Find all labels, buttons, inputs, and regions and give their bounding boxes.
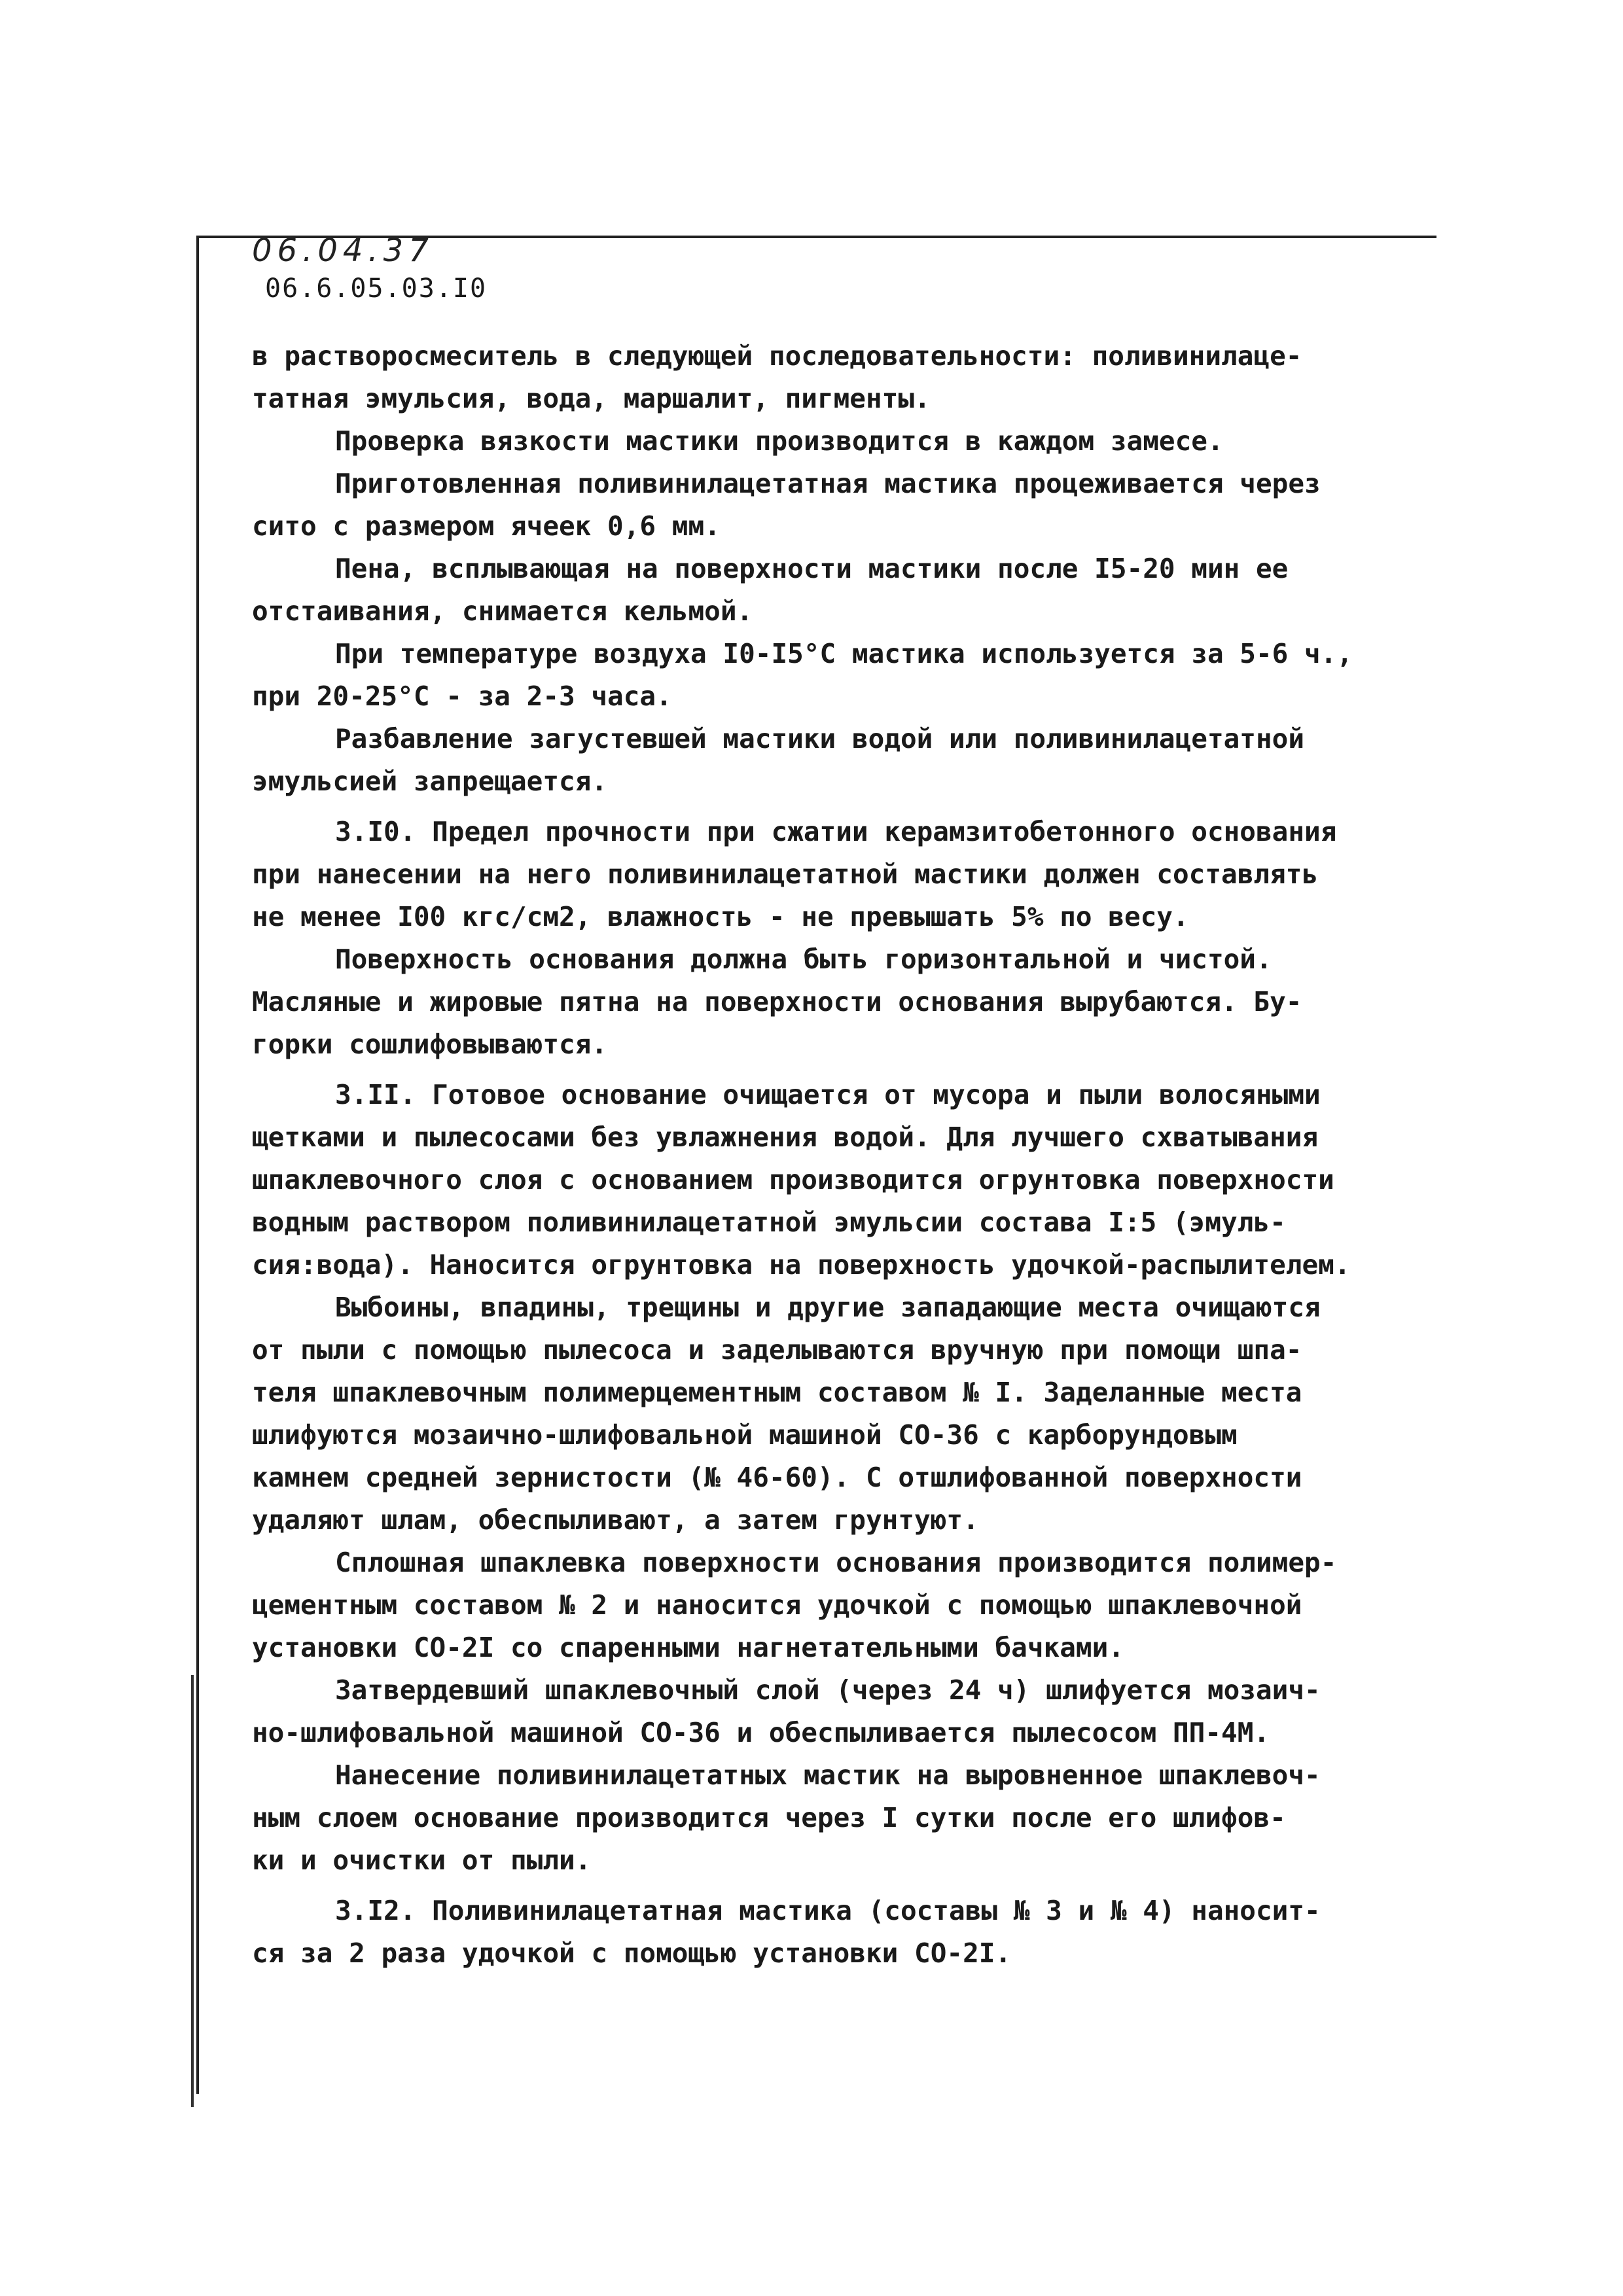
body-line: Сплошная шпаклевка поверхности основания производится полимер- — [335, 1547, 1337, 1578]
body-line: ным слоем основание производится через I сутки после его шлифов- — [252, 1802, 1286, 1833]
body-line: ки и очистки от пыли. — [252, 1845, 592, 1876]
body-line: отстаивания, снимается кельмой. — [252, 595, 753, 627]
page-frame-left-rule-lower — [191, 1675, 194, 2107]
section-3-10-heading-line: 3.I0. Предел прочности при сжатии керамзитобетонного основания — [335, 816, 1337, 847]
body-line: водным раствором поливинилацетатной эмульсии состава I:5 (эмуль- — [252, 1207, 1286, 1238]
body-line: Проверка вязкости мастики производится в каждом замесе. — [335, 425, 1224, 457]
body-line: от пыли с помощью пылесоса и заделываются вручную при помощи шпа- — [252, 1334, 1302, 1366]
body-line: установки СО-2I со спаренными нагнетательными бачками. — [252, 1632, 1124, 1663]
body-line: Выбоины, впадины, трещины и другие западающие места очищаются — [335, 1292, 1321, 1323]
body-line: камнем средней зернистости (№ 46-60). С отшлифованной поверхности — [252, 1462, 1302, 1493]
body-line: при 20-25°С - за 2-3 часа. — [252, 680, 672, 712]
body-line: шлифуются мозаично-шлифовальной машиной СО-36 с карборундовым — [252, 1419, 1238, 1451]
body-line: Пена, всплывающая на поверхности мастики после I5-20 мин ее — [335, 553, 1289, 584]
body-line: при нанесении на него поливинилацетатной мастики должен составлять — [252, 858, 1319, 890]
document-body — [252, 335, 1436, 1975]
body-line: Затвердевший шпаклевочный слой (через 24 ч) шлифуется мозаич- — [335, 1674, 1321, 1706]
body-line: но-шлифовальной машиной СО-36 и обеспыливается пылесосом ПП-4М. — [252, 1717, 1270, 1748]
handwritten-code: 06.04.37 — [252, 232, 434, 269]
body-line: горки сошлифовываются. — [252, 1029, 608, 1060]
body-line: теля шпаклевочным полимерцементным составом № I. Заделанные места — [252, 1377, 1302, 1408]
page-frame-left-rule — [196, 236, 199, 2094]
body-line: Поверхность основания должна быть горизонтальной и чистой. — [335, 944, 1272, 975]
body-line: Разбавление загустевшей мастики водой или поливинилацетатной — [335, 723, 1305, 754]
body-line: цементным составом № 2 и наносится удочкой с помощью шпаклевочной — [252, 1589, 1302, 1621]
body-line: Нанесение поливинилацетатных мастик на выровненное шпаклевоч- — [335, 1759, 1321, 1791]
body-line: При температуре воздуха I0-I5°С мастика используется за 5-6 ч., — [335, 638, 1353, 669]
body-line: Масляные и жировые пятна на поверхности основания вырубаются. Бу- — [252, 986, 1302, 1017]
body-line: эмульсией запрещается. — [252, 766, 608, 797]
section-3-11-heading-line: 3.II. Готовое основание очищается от мусора и пыли волосяными — [335, 1079, 1321, 1110]
body-line: ся за 2 раза удочкой с помощью установки СО-2I. — [252, 1937, 1012, 1969]
body-line: сия:вода). Наносится огрунтовка на поверхность удочкой-распылителем. — [252, 1249, 1351, 1280]
body-line: Приготовленная поливинилацетатная мастика процеживается через — [335, 468, 1321, 499]
body-line: не менее I00 кгс/см2, влажность - не превышать 5% по весу. — [252, 901, 1189, 932]
body-line: удаляют шлам, обеспыливают, а затем грунтуют. — [252, 1504, 979, 1536]
document-code: 06.6.05.03.I0 — [265, 274, 488, 304]
body-line: щетками и пылесосами без увлажнения водой. Для лучшего схватывания — [252, 1122, 1319, 1153]
body-line: шпаклевочного слоя с основанием производится огрунтовка поверхности — [252, 1164, 1334, 1195]
body-line: в растворосмеситель в следующей последовательности: поливинилаце- — [252, 340, 1302, 372]
section-3-12-heading-line: 3.I2. Поливинилацетатная мастика (составы № 3 и № 4) наносит- — [335, 1895, 1321, 1926]
body-line: татная эмульсия, вода, маршалит, пигменты. — [252, 383, 931, 414]
body-line: сито с размером ячеек 0,6 мм. — [252, 510, 721, 542]
